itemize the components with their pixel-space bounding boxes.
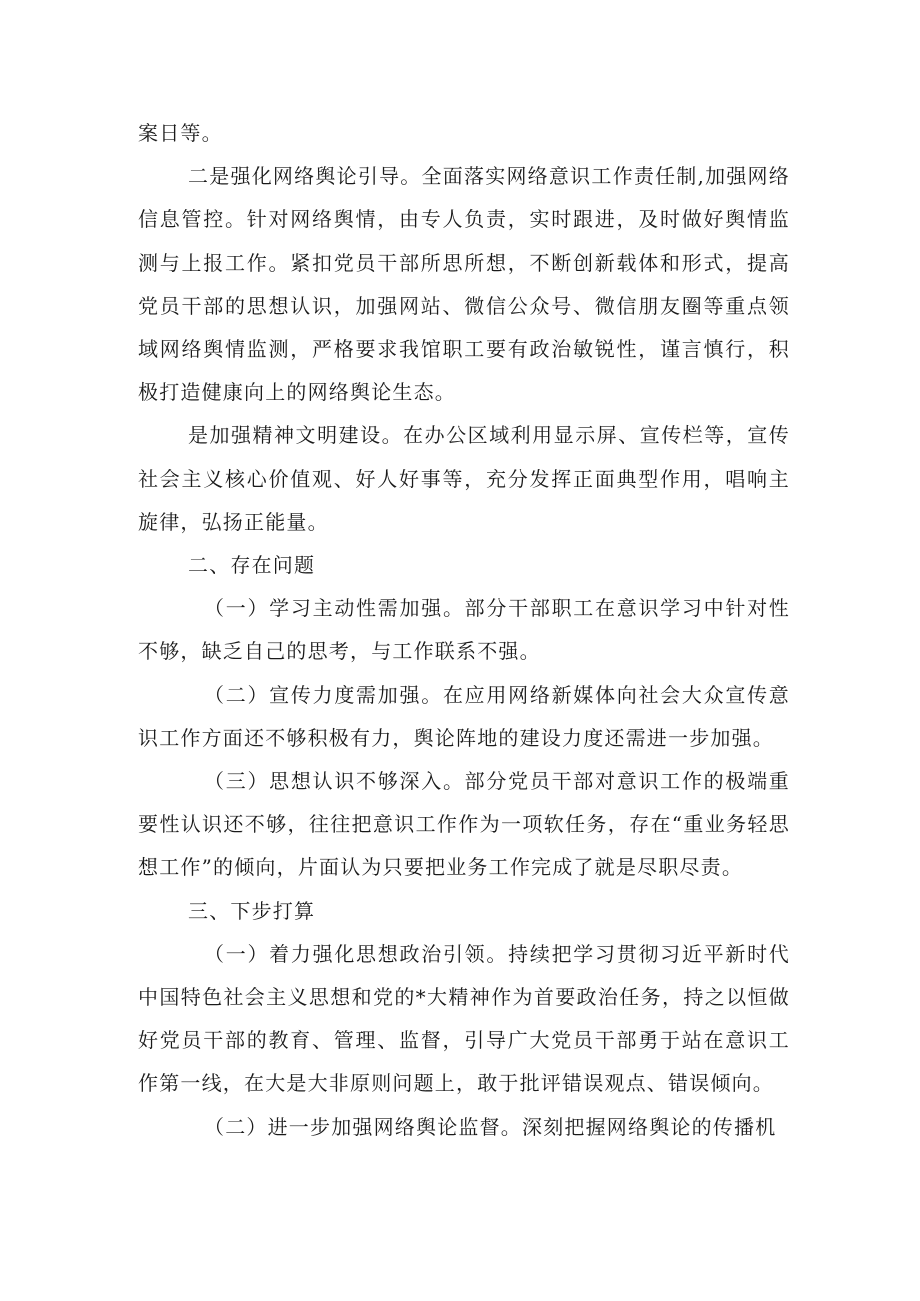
paragraph-problem-2: （二）宣传力度需加强。在应用网络新媒体向社会大众宣传意识工作方面还不够积极有力，舆论阵地的建设力度还需进一步加强。 [138,682,790,750]
section-heading-problems: 二、存在问题 [188,553,316,578]
paragraph-network-opinion: 二是强化网络舆论引导。全面落实网络意识工作责任制,加强网络信息管控。针对网络舆情，由专人负责，实时跟进，及时做好舆情监测与上报工作。紧扣党员干部所思所想，不断创新载体和形式，提高党员干部的思想认识，加强网站、微信公众号、微信朋友圈等重点领域网络舆情监测，严格要求我馆职工要有政治敏锐性，谨言慎行，积极打造健康向上的网络舆论生态。 [138,164,790,405]
paragraph-plan-1: （一）着力强化思想政治引领。持续把学习贯彻习近平新时代中国特色社会主义思想和党的*大精神作为首要政治任务，持之以恒做好党员干部的教育、管理、监督，引导广大党员干部勇于站在意识工作第一线，在大是大非原则问题上，敢于批评错误观点、错误倾向。 [138,941,790,1096]
paragraph-problem-3: （三）思想认识不够深入。部分党员干部对意识工作的极端重要性认识还不够，往往把意识工作作为一项软任务，存在“重业务轻思想工作”的倾向，片面认为只要把业务工作完成了就是尽职尽责。 [138,769,790,880]
paragraph-spiritual-civilization: 是加强精神文明建设。在办公区域利用显示屏、宣传栏等，宣传社会主义核心价值观、好人好事等，充分发挥正面典型作用，唱响主旋律，弘扬正能量。 [138,423,790,534]
section-heading-next-steps: 三、下步打算 [188,898,316,923]
document-body [138,112,790,1149]
paragraph-problem-1: （一）学习主动性需加强。部分干部职工在意识学习中针对性不够，缺乏自己的思考，与工作联系不强。 [138,596,790,664]
paragraph-plan-2: （二）进一步加强网络舆论监督。深刻把握网络舆论的传播机 [204,1114,777,1139]
paragraph-continuation: 案日等。 [138,121,223,145]
